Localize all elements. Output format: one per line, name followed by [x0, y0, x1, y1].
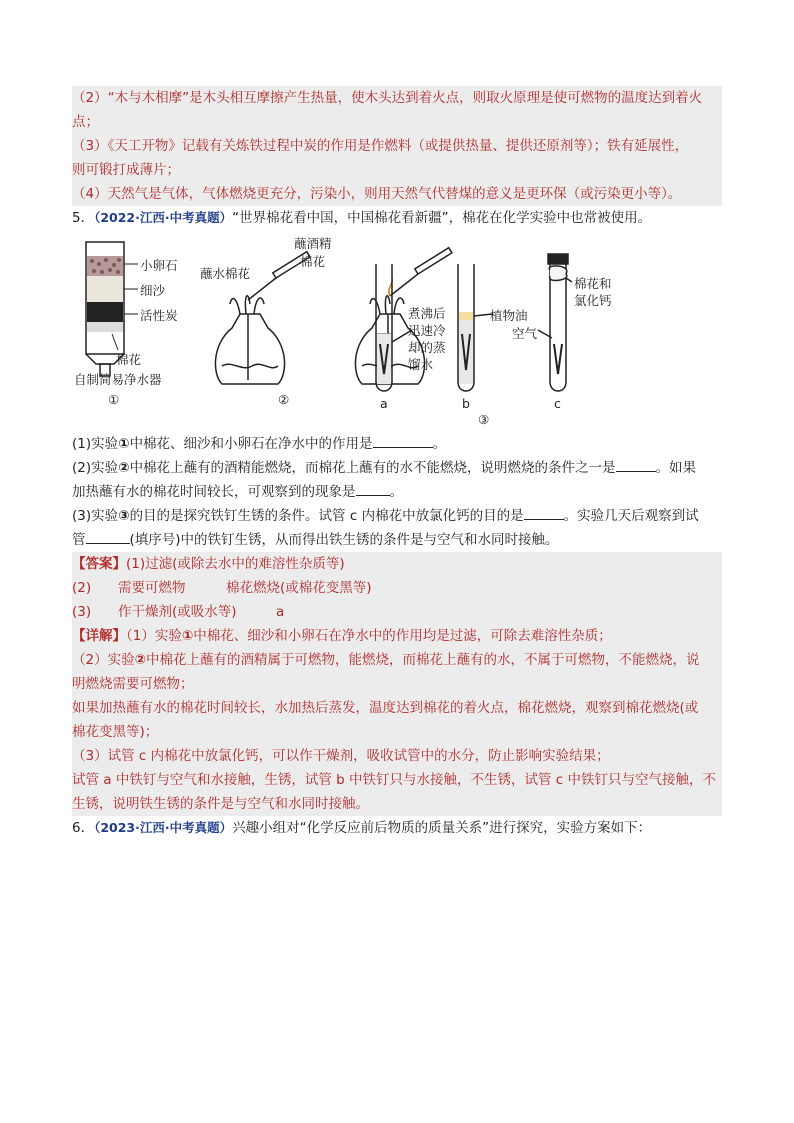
figure-3-number: ③: [478, 412, 490, 427]
prev-answer-line-3a: （3）《天工开物》记载有关炼铁过程中炭的作用是作燃料（或提供热量、提供还原剂等）；铁有延展性，: [72, 138, 689, 154]
answer-blank: [86, 529, 130, 544]
question-source: （2023·江西·中考真题）: [94, 820, 233, 835]
explanation-line-8: 生锈，说明铁生锈的条件是与空气和水同时接触。: [72, 796, 369, 812]
subquestion-1: (1)实验①中棉花、细沙和小卵石在净水中的作用是 。: [72, 432, 722, 456]
question-stem-text: 兴趣小组对“化学反应前后物质的质量关系”进行探究，实验方案如下：: [232, 820, 652, 836]
explanation-line-6: （3）试管 c 内棉花中放氯化钙，可以作干燥剂，吸收试管中的水分，防止影响实验结果；: [72, 748, 610, 764]
answer-blank: [616, 457, 656, 472]
explanation-line-4: 如果加热蘸有水的棉花时间较长，水加热后蒸发，温度达到棉花的着火点，棉花燃烧，观察到棉花燃烧(或: [72, 700, 699, 716]
prev-answer-line-4: （4）天然气是气体，气体燃烧更充分，污染小，则用天然气代替煤的意义是更环保（或污染更小等）。: [72, 186, 682, 202]
tube-label-b: b: [462, 396, 470, 411]
answer-blank: [356, 481, 390, 496]
prev-answer-line-2b: 点；: [72, 114, 99, 130]
prev-answer-line-2a: （2）“木与木相摩”是木头相互摩擦产生热量，使木头达到着火点，则取火原理是使可燃物的温度达到着火: [72, 90, 703, 106]
previous-answer-block: [72, 86, 722, 206]
label-cotton: 棉花: [116, 352, 142, 367]
question-number: 6．: [72, 820, 95, 836]
question-number: 5．: [72, 210, 95, 226]
label-filter-caption: 自制简易净水器: [74, 372, 162, 387]
answer-line-1: 【答案】(1)过滤(或除去水中的难溶性杂质等): [72, 556, 345, 572]
experiment-figure: [72, 234, 722, 430]
question-source: （2022·江西·中考真题）: [94, 210, 233, 225]
label-alcohol-cotton-2: 棉花: [300, 254, 326, 269]
tube-label-a: a: [380, 396, 388, 411]
answer-line-2: (2) 需要可燃物 棉花燃烧(或棉花变黑等): [72, 580, 372, 596]
explanation-line-2: （2）实验②中棉花上蘸有的酒精属于可燃物，能燃烧，而棉花上蘸有的水，不属于可燃物，不能燃烧，说: [72, 652, 700, 668]
label-boiled-3: 却的蒸: [408, 340, 446, 355]
label-alcohol-cotton-1: 蘸酒精: [294, 236, 332, 251]
label-cacl-2: 氯化钙: [574, 293, 612, 308]
label-boiled-4: 馏水: [408, 357, 434, 372]
answer-blank: [373, 433, 433, 448]
figure-1-number: ①: [108, 392, 120, 407]
label-pebble: 小卵石: [140, 258, 178, 273]
tube-label-c: c: [554, 396, 561, 411]
subquestion-2-cont: 加热蘸有水的棉花时间较长，可观察到的现象是 。: [72, 480, 722, 504]
label-activated-carbon: 活性炭: [140, 308, 178, 323]
subquestion-3: (3)实验③的目的是探究铁钉生锈的条件。试管 c 内棉花中放氯化钙的目的是 。实验几天后观察到试: [72, 504, 722, 528]
label-cacl-1: 棉花和: [574, 276, 612, 291]
explanation-line-7: 试管 a 中铁钉与空气和水接触，生锈，试管 b 中铁钉只与水接触，不生锈，试管 c 中铁钉只与空气接触，不: [72, 772, 717, 788]
answer-blank: [524, 505, 564, 520]
figure-2-number: ②: [278, 392, 290, 407]
prev-answer-line-3b: 则可锻打成薄片；: [72, 162, 180, 178]
label-boiled-1: 煮沸后: [408, 306, 446, 321]
label-water-cotton: 蘸水棉花: [200, 266, 251, 281]
question-6-stem: [72, 816, 722, 840]
subquestion-3-cont: 管 (填序号)中的铁钉生锈，从而得出铁生锈的条件是与空气和水同时接触。: [72, 528, 722, 552]
label-sand: 细沙: [140, 283, 166, 298]
answer-block: [72, 552, 722, 624]
label-vegetable-oil: 植物油: [490, 308, 528, 323]
explanation-line-5: 棉花变黑等)；: [72, 724, 159, 740]
answer-line-3: (3) 作干燥剂(或吸水等) a: [72, 604, 285, 620]
subquestion-2: (2)实验②中棉花上蘸有的酒精能燃烧，而棉花上蘸有的水不能燃烧，说明燃烧的条件之一是 。如果: [72, 456, 722, 480]
document-page: [72, 86, 722, 840]
question-stem-text: “世界棉花看中国，中国棉花看新疆”，棉花在化学实验中也常被使用。: [232, 210, 652, 226]
explanation-line-3: 明燃烧需要可燃物；: [72, 676, 194, 692]
label-air: 空气: [512, 326, 538, 341]
explanation-block: [72, 624, 722, 816]
label-boiled-2: 迅速冷: [408, 323, 446, 338]
question-5-stem: [72, 206, 722, 230]
explanation-line-1: 【详解】（1）实验①中棉花、细沙和小卵石在净水中的作用均是过滤，可除去难溶性杂质；: [72, 628, 612, 644]
